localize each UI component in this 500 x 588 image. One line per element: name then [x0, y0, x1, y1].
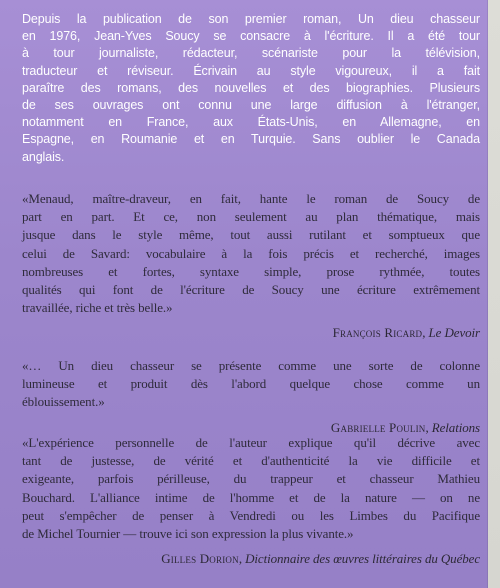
quote-line: exigeante, parfois périlleuse, du trappeur et chasseur Mathieu — [22, 471, 480, 487]
quote-line: «… Un dieu chasseur se présente comme une sorte de colonne — [22, 358, 480, 373]
review-quote-2 — [22, 357, 480, 437]
quote-line: jusque dans le style même, tout aussi rutilant et somptueux que — [22, 227, 480, 243]
author-bio — [22, 11, 480, 166]
quote-line: celui de Savard: vocabulaire à la fois précis et recherché, images — [22, 245, 480, 261]
quote-line: tant de justesse, de vérité et d'authenticité la vie difficile et — [22, 453, 480, 469]
intro-line: en 1976, Jean-Yves Soucy se consacre à l'écriture. Il a été tour — [22, 29, 480, 44]
quote-line: lumineuse et produit dès l'abord quelque chose comme un — [22, 376, 480, 392]
quote-signature — [22, 324, 480, 342]
intro-line: traducteur et réviseur. Écrivain au style vigoureux, il a fait — [22, 63, 480, 78]
intro-line: Depuis la publication de son premier roman, Un dieu chasseur — [22, 12, 480, 26]
quote-line: qualités qui font de l'écriture de Soucy une écriture extrêmement — [22, 282, 480, 298]
intro-line: Espagne, en Roumanie et en Turquie. Sans oublier le Canada — [22, 132, 480, 147]
intro-line: à tour journaliste, rédacteur, scénariste pour la télévision, — [22, 46, 480, 61]
intro-line: de ses ouvrages ont connu une large diffusion à l'étranger, — [22, 98, 480, 113]
quote-signature — [22, 550, 480, 568]
quote-line: part en part. Et ce, non seulement au plan thématique, mais — [22, 209, 480, 225]
quote-line: peut s'empêcher de penser à Vendredi ou les Limbes du Pacifique — [22, 507, 480, 523]
quote-line: nombreuses et fortes, syntaxe simple, prose rythmée, toutes — [22, 263, 480, 279]
signature-separator: , — [425, 419, 432, 435]
quote-line: «Menaud, maître-draveur, en fait, hante le roman de Soucy de — [22, 191, 480, 206]
quote-line: «L'expérience personnelle de l'auteur explique qu'il décrive avec — [22, 435, 480, 450]
quote-line: de Michel Tournier — trouve ici son expression la plus vivante.» — [22, 526, 354, 542]
review-quote-3 — [22, 434, 480, 568]
quote-author: François Ricard — [332, 325, 423, 341]
quote-source: Dictionnaire des œuvres littéraires du Québec — [245, 551, 480, 567]
quote-line: travaillée, riche et très belle.» — [22, 300, 173, 316]
quote-source: Relations — [431, 419, 480, 435]
signature-separator: , — [422, 325, 429, 341]
review-quote-1 — [22, 190, 480, 343]
quote-author: Gabrielle Poulin — [330, 419, 426, 435]
intro-line: paraître des romans, des nouvelles et des biographies. Plusieurs — [22, 80, 480, 95]
quote-author: Gilles Dorion — [161, 551, 239, 567]
signature-separator: , — [238, 551, 246, 567]
intro-line: anglais. — [22, 149, 65, 164]
quote-source: Le Devoir — [428, 325, 480, 341]
quote-line: Bouchard. L'alliance intime de l'homme et de la nature — on ne — [22, 489, 480, 505]
quote-line: éblouissement.» — [22, 394, 105, 410]
intro-line: notamment en France, aux États-Unis, en Allemagne, en — [22, 115, 480, 130]
